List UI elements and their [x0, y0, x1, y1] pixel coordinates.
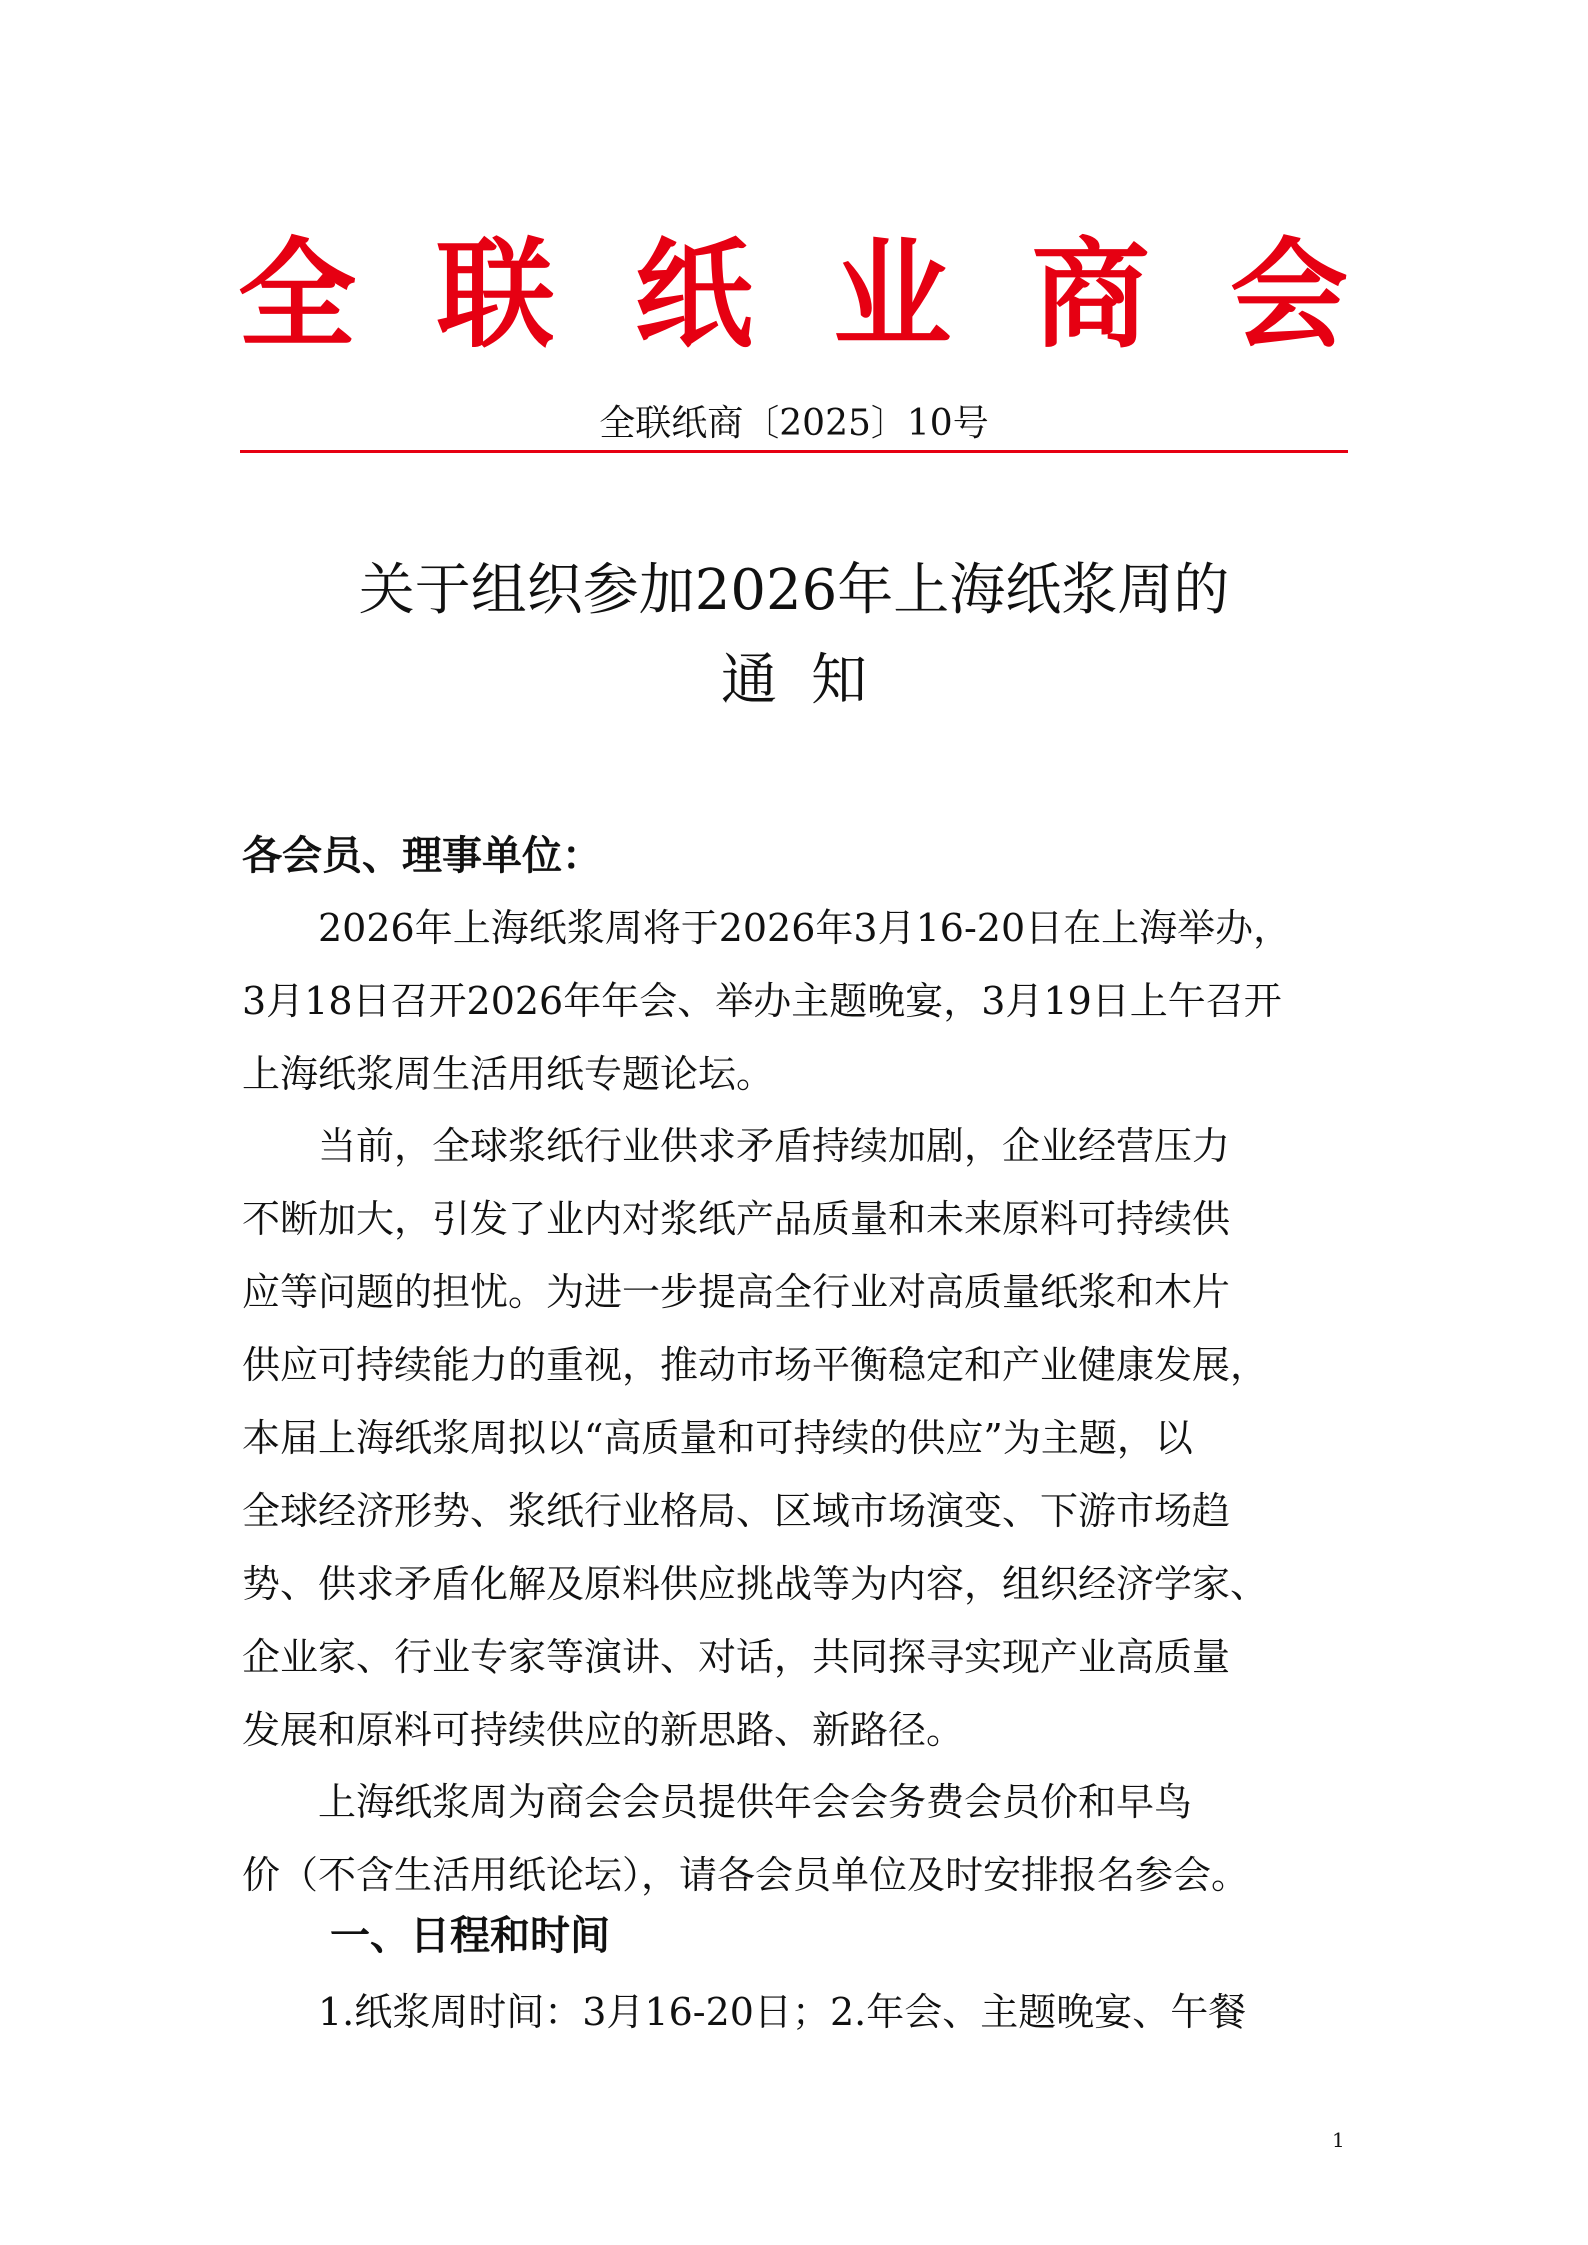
text-line: 2026年上海纸浆周将于2026年3月16-20日在上海举办，: [318, 906, 1292, 950]
salutation: 各会员、理事单位：: [242, 833, 602, 879]
text-line: 本届上海纸浆周拟以“高质量和可持续的供应”为主题，以: [242, 1416, 1193, 1460]
document-number: 全联纸商〔2025〕10号: [599, 403, 989, 444]
text-line: 企业家、行业专家等演讲、对话，共同探寻实现产业高质量: [242, 1635, 1231, 1679]
notice-title-line2: 通知: [721, 648, 901, 713]
text-line: 供应可持续能力的重视，推动市场平衡稳定和产业健康发展，: [242, 1343, 1269, 1387]
section-heading-schedule: 一、日程和时间: [330, 1913, 610, 1959]
paragraph-event-dates: [242, 892, 1352, 1111]
letterhead-char: 纸: [634, 226, 753, 364]
text-line: 1.纸浆周时间：3月16-20日；2.年会、主题晚宴、午餐: [318, 1990, 1247, 2034]
letterhead-char: 业: [833, 226, 952, 364]
text-line: 势、供求矛盾化解及原料供应挑战等为内容，组织经济学家、: [242, 1562, 1269, 1606]
text-line: 发展和原料可持续供应的新思路、新路径。: [242, 1708, 965, 1752]
paragraph-member-pricing: [242, 1766, 1352, 1912]
text-line: 3月18日召开2026年年会、举办主题晚宴，3月19日上午召开: [242, 979, 1282, 1023]
letterhead-char: 全: [238, 226, 357, 364]
letterhead-divider: [240, 450, 1348, 453]
paragraph-schedule: [242, 1976, 1352, 2049]
text-line: 不断加大，引发了业内对浆纸产品质量和未来原料可持续供: [242, 1197, 1231, 1241]
text-line: 上海纸浆周为商会会员提供年会会务费会员价和早鸟: [318, 1780, 1193, 1824]
text-line: 价（不含生活用纸论坛），请各会员单位及时安排报名参会。: [242, 1853, 1250, 1897]
paragraph-theme: [242, 1110, 1352, 1767]
letterhead-char: 联: [436, 226, 555, 364]
text-line: 当前，全球浆纸行业供求矛盾持续加剧，企业经营压力: [318, 1124, 1231, 1168]
org-letterhead: [238, 220, 1348, 370]
text-line: 上海纸浆周生活用纸专题论坛。: [242, 1052, 775, 1096]
page-number: 1: [1332, 2128, 1345, 2152]
notice-title-line1: 关于组织参加2026年上海纸浆周的: [358, 558, 1230, 623]
letterhead-char: 会: [1229, 226, 1348, 364]
letterhead-char: 商: [1031, 226, 1150, 364]
text-line: 全球经济形势、浆纸行业格局、区域市场演变、下游市场趋: [242, 1489, 1231, 1533]
text-line: 应等问题的担忧。为进一步提高全行业对高质量纸浆和木片: [242, 1270, 1231, 1314]
